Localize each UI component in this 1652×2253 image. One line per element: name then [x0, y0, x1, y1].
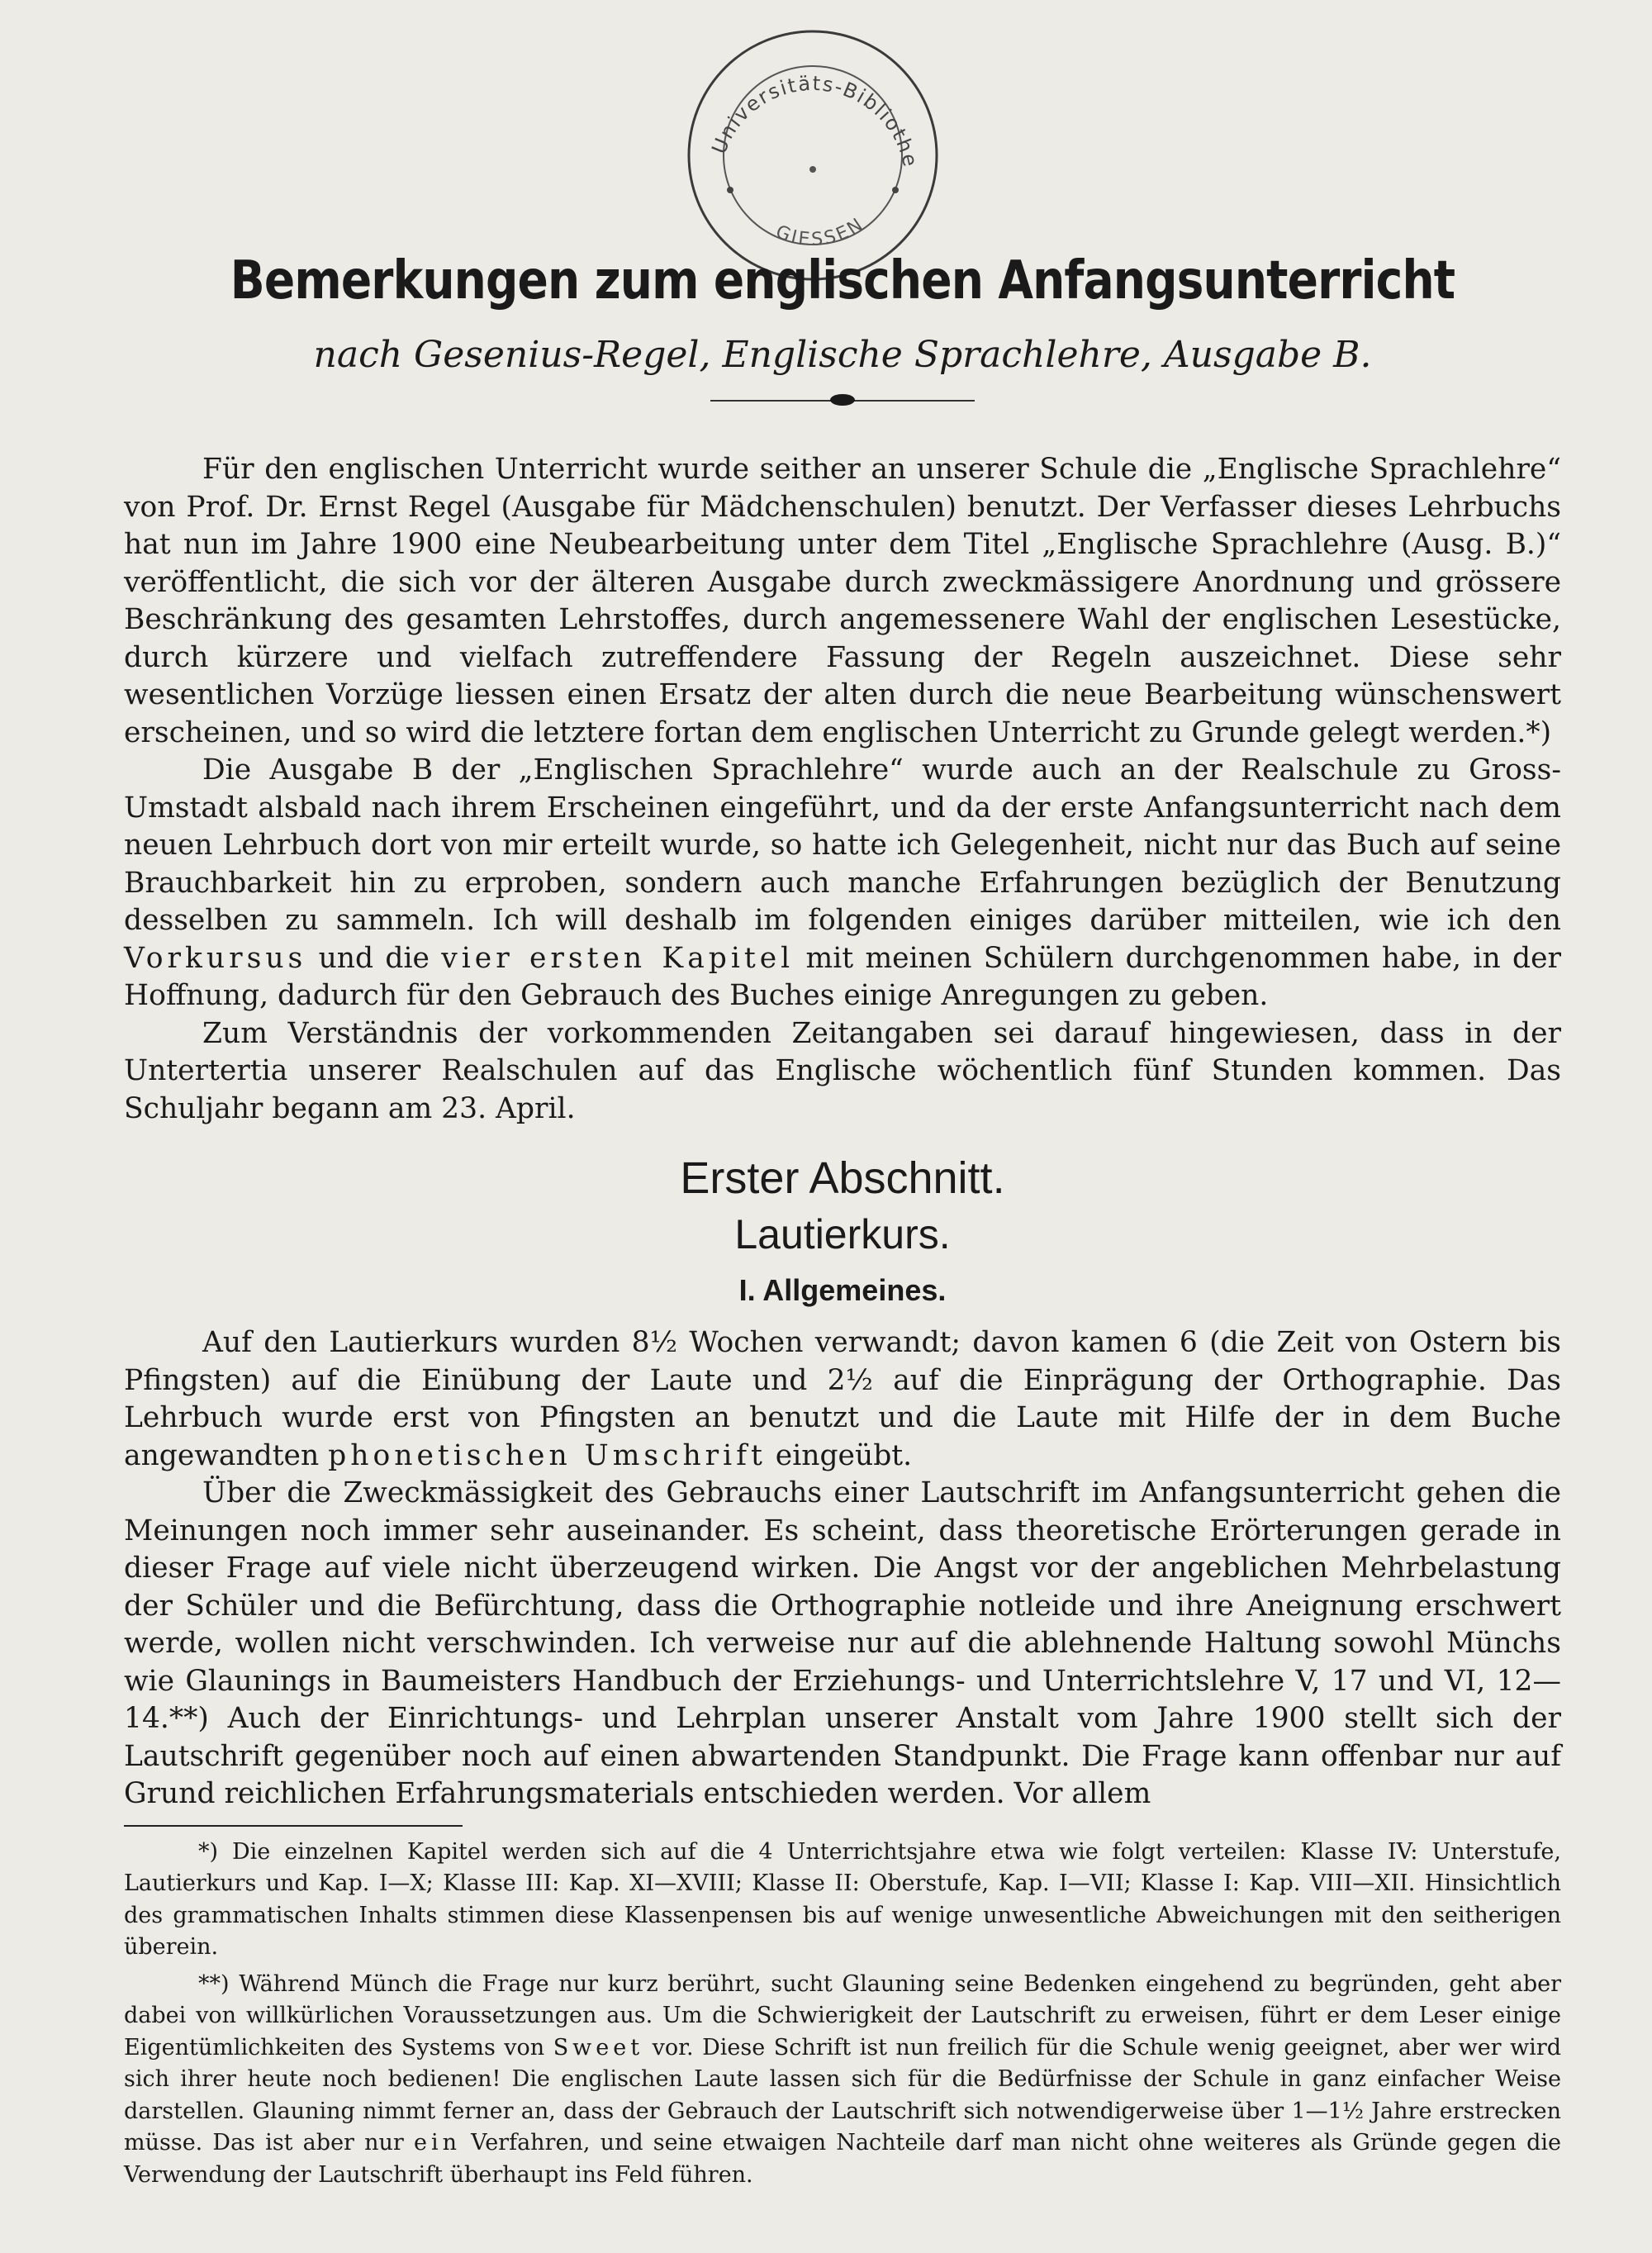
footnote-2 [124, 1969, 1561, 2192]
spaced-term-ein: ein [413, 2130, 461, 2156]
footnote-1: *) Die einzelnen Kapitel werden sich auf die 4 Unterrichtsjahre etwa wie folgt verteilen: Klasse IV: Unterstufe, Lautierkurs und Kap. I—X; Klasse III: Kap. XI—XVIII; Klasse II: Oberstufe, Kap. I—VII; Klasse I: Kap. VIII—XII. Hinsichtlich des grammatischen Inhalts stimmen diese Klassenpensen bis auf wenige unwesentliche Abweichungen mit den seitherigen überein. [124, 1838, 1561, 1960]
paragraph-1: Für den englischen Unterricht wurde seither an unserer Schule die „Englische Sprachlehre“ von Prof. Dr. Ernst Regel (Ausgabe für Mädchenschulen) benutzt. Der Verfasser dieses Lehrbuchs hat nun im Jahre 1900 eine Neubearbeitung unter dem Titel „Englische Sprachlehre (Ausg. B.)“ veröffentlicht, die sich vor der älteren Ausgabe durch zweckmässigere Anordnung und grössere Beschränkung des gesamten Lehrstoffes, durch angemessenere Wahl der englischen Lesestücke, durch kürzere und vielfach zutreffendere Fassung der Regeln auszeichnet. Diese sehr wesentlichen Vorzüge liessen einen Ersatz der alten durch die neue Bearbeitung wünschenswert erscheinen, und so wird die letztere fortan dem englischen Unterricht zu Grunde gelegt werden.*) [124, 453, 1561, 749]
footnotes [124, 1837, 1561, 2192]
section-title: Erster Abschnitt. [680, 1153, 1005, 1203]
body-text [124, 451, 1561, 1813]
footnote-2-text-c: Verfahren, und seine etwaigen Nachteile darf man nicht ohne weiteres als Gründe gegen die Verwendung der Lautschrift überhaupt ins Feld führen. [124, 2130, 1562, 2188]
footnote-2-text-a: **) Während Münch die Frage nur kurz berührt, sucht Glauning seine Bedenken eingehend zu begründen, geht aber dabei von willkürlichen Voraussetzungen aus. Um die Schwierigkeit der Lautschrift zu erweisen, führt er dem Leser einige Eigentümlichkeiten des Systems von [124, 1970, 1561, 2060]
paragraph-2-text-b: und die [318, 941, 430, 975]
footnote-rule [124, 1825, 463, 1827]
title-ornament [710, 400, 975, 408]
library-stamp [682, 25, 943, 286]
paragraph-4 [124, 1324, 1561, 1475]
page-subtitle: nach Gesenius-Regel, Englische Sprachlehre, Ausgabe B. [313, 334, 1372, 376]
page-content [124, 248, 1561, 2196]
paragraph-4-text-b: eingeübt. [775, 1438, 913, 1472]
page-title: Bemerkungen zum englischen Anfangsunterricht [230, 250, 1455, 311]
library-stamp-seal [682, 25, 943, 286]
spaced-term-kapitel: vier ersten Kapitel [441, 941, 795, 975]
section-heading: I. Allgemeines. [738, 1273, 947, 1307]
paragraph-4-text-a: Auf den Lautierkurs wurden 8½ Wochen verwandt; davon kamen 6 (die Zeit von Ostern bis Pfingsten) auf die Einübung der Laute und 2½ auf die Einprägung der Orthographie. Das Lehrbuch wurde erst von Pfingsten an benutzt und die Laute mit Hilfe der in dem Buche angewandten [124, 1326, 1561, 1472]
paragraph-5: Über die Zweckmässigkeit des Gebrauchs einer Lautschrift im Anfangsunterricht gehen die Meinungen noch immer sehr auseinander. Es scheint, dass theoretische Erörterungen gerade in dieser Frage auf viele nicht überzeugend wirken. Die Angst vor der angeblichen Mehrbelastung der Schüler und die Befürchtung, dass die Orthographie notleide und ihre Aneignung erschwert werde, wollen nicht verschwinden. Ich verweise nur auf die ablehnende Haltung sowohl Münchs wie Glaunings in Baumeisters Handbuch der Erziehungs- und Unterrichtslehre V, 17 und VI, 12—14.**) Auch der Einrichtungs- und Lehrplan unserer Anstalt vom Jahre 1900 stellt sich der Lautschrift gegenüber noch auf einen abwartenden Standpunkt. Die Frage kann offenbar nur auf Grund reichlichen Erfahrungsmaterials entschieden werden. Vor allem [124, 1476, 1561, 1810]
svg-text:GIESSEN: GIESSEN [772, 213, 869, 251]
ornament-dot [830, 394, 855, 406]
section-subtitle: Lautierkurs. [734, 1211, 951, 1257]
paragraph-2 [124, 752, 1561, 1015]
spaced-term-umschrift: phonetischen Umschrift [328, 1438, 767, 1472]
spaced-term-sweet: Sweet [553, 2034, 644, 2060]
paragraph-3: Zum Verständnis der vorkommenden Zeitangaben sei darauf hingewiesen, dass in der Untertertia unserer Realschulen auf das Englische wöchentlich fünf Stunden kommen. Das Schuljahr begann am 23. April. [124, 1016, 1561, 1125]
spaced-term-vorkursus: Vorkursus [124, 941, 307, 975]
svg-text:Universitäts-Bibliothek: Universitäts-Bibliothe [707, 71, 923, 170]
paragraph-2-text-a: Die Ausgabe B der „Englischen Sprachlehre“ wurde auch an der Realschule zu Gross-Umstadt alsbald nach ihrem Erscheinen eingeführt, und da der erste Anfangsunterricht nach dem neuen Lehrbuch dort von mir erteilt wurde, so hatte ich Gelegenheit, nicht nur das Buch auf seine Brauchbarkeit hin zu erproben, sondern auch manche Erfahrungen bezüglich der Benutzung desselben zu sammeln. Ich will deshalb im folgenden einiges darüber mitteilen, wie ich den [124, 753, 1561, 937]
footnote-2-text-b: vor. Diese Schrift ist nun freilich für die Schule wenig geeignet, aber wer wird sich ihrer heute noch bedienen! Die englischen Laute lassen sich für die Bedürfnisse der Schule in ganz einfacher Weise darstellen. Glauning nimmt ferner an, dass der Gebrauch der Lautschrift sich notwendigerweise über 1—1½ Jahre erstrecken müsse. Das ist aber nur [124, 2034, 1562, 2156]
paragraph-2-text-c: mit meinen Schülern durchgenommen habe, in der Hoffnung, dadurch für den Gebrauch des Buches einige Anregungen zu geben. [124, 941, 1561, 1012]
